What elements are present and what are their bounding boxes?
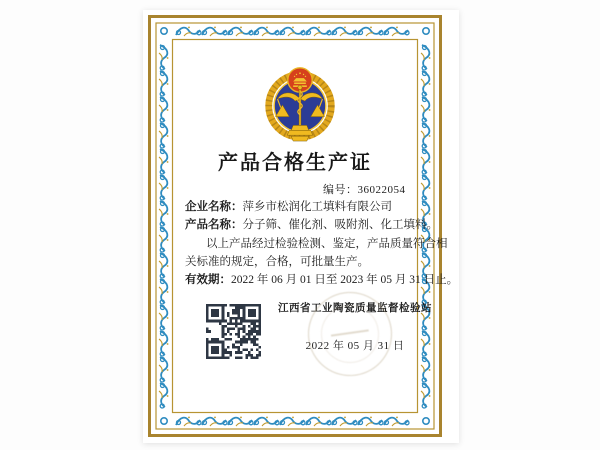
industry-commerce-badge-icon	[260, 61, 340, 143]
issuer-name: 江西省工业陶瓷质量监督检验站	[278, 303, 432, 314]
validity-value: 2022 年 06 月 01 日至 2023 年 05 月 31 日止。	[231, 274, 459, 287]
certificate-frame	[148, 15, 459, 437]
number-label: 编号：	[323, 184, 358, 196]
certificate-body	[185, 198, 459, 289]
product-name-label: 产品名称：	[185, 219, 243, 232]
validity-label: 有效期：	[185, 274, 231, 287]
validity-line	[185, 271, 459, 289]
product-name-value: 分子筛、催化剂、吸附剂、化工填料。	[242, 219, 438, 232]
qr-code-icon	[206, 304, 261, 359]
enterprise-name-line	[185, 198, 435, 216]
enterprise-name-value: 萍乡市松润化工填料有限公司	[242, 201, 392, 213]
product-name-line	[185, 216, 438, 234]
enterprise-name-label: 企业名称：	[185, 201, 243, 213]
certificate-number	[323, 181, 406, 197]
statement-line-2: 关标准的规定，合格，可批量生产。	[185, 255, 369, 268]
certificate-paper	[143, 10, 459, 443]
statement-line-1: 以上产品经过检验检测、鉴定，产品质量符合相	[206, 237, 448, 250]
certificate-title: 产品合格生产证	[218, 152, 372, 174]
number-value: 36022054	[357, 184, 406, 196]
issue-date: 2022 年 05 月 31 日	[305, 340, 405, 352]
